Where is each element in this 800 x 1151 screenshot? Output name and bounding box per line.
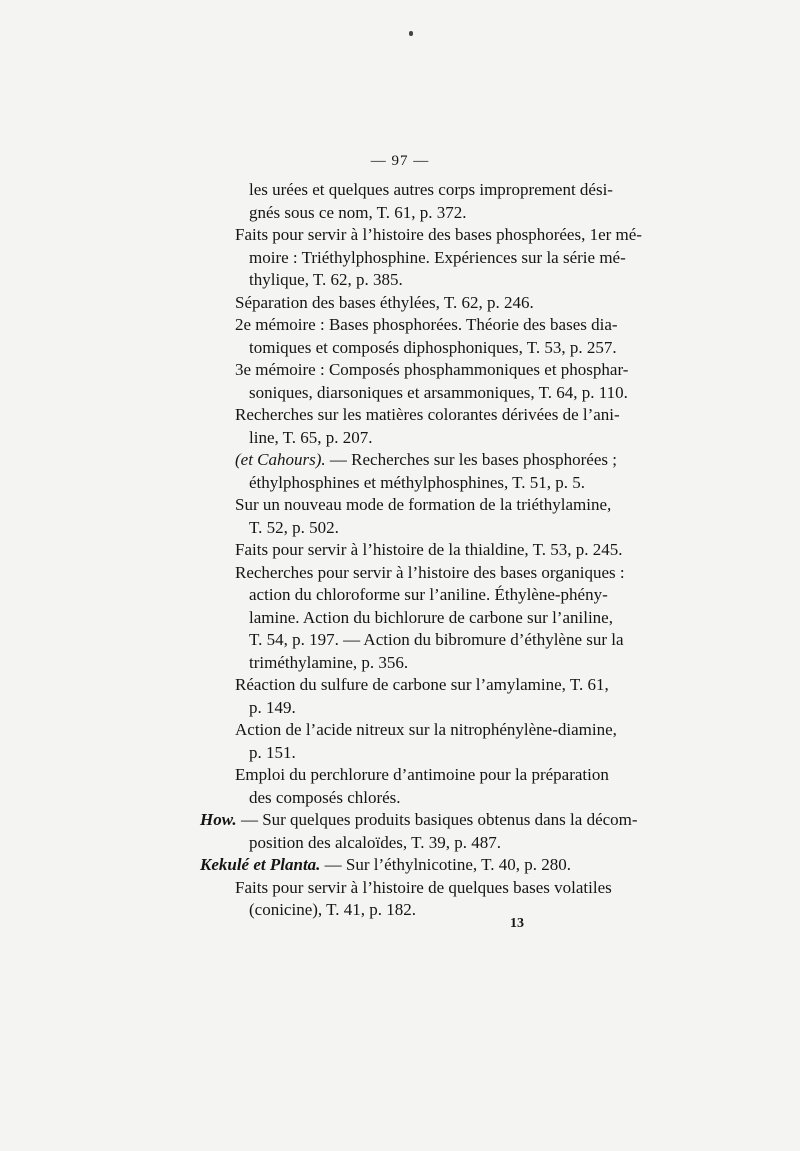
text-line: 2e mémoire : Bases phosphorées. Théorie des bases dia- [235,315,618,334]
text-line: Réaction du sulfure de carbone sur l’amylamine, T. 61, [235,675,609,694]
text-line: p. 149. [249,698,296,717]
text-line: p. 151. [249,743,296,762]
text-line: action du chloroforme sur l’aniline. Éthylène-phény- [249,585,608,604]
text-line: Kekulé et Planta. — Sur l’éthylnicotine, T. 40, p. 280. [200,855,571,874]
text-line: Faits pour servir à l’histoire des bases phosphorées, 1er mé- [235,225,642,244]
text-line: Recherches sur les matières colorantes dérivées de l’ani- [235,405,620,424]
text-line: Recherches pour servir à l’histoire des bases organiques : [235,563,625,582]
ink-dot [409,31,413,36]
text-line: T. 54, p. 197. — Action du bibromure d’éthylène sur la [249,630,624,649]
text-line: lamine. Action du bichlorure de carbone sur l’aniline, [249,608,613,627]
text-line: éthylphosphines et méthylphosphines, T. 51, p. 5. [249,473,586,492]
coauthor-name: (et Cahours). [235,450,326,469]
text-line: Sur un nouveau mode de formation de la triéthylamine, [235,495,612,514]
text-line: Action de l’acide nitreux sur la nitrophénylène-diamine, [235,720,617,739]
text-line: des composés chlorés. [249,788,401,807]
text-line: Faits pour servir à l’histoire de la thialdine, T. 53, p. 245. [235,540,623,559]
text-line: position des alcaloïdes, T. 39, p. 487. [249,833,501,852]
text-line: triméthylamine, p. 356. [249,653,409,672]
signature-mark: 13 [510,916,524,931]
text-line: gnés sous ce nom, T. 61, p. 372. [249,203,467,222]
text-line: les urées et quelques autres corps improprement dési- [249,180,613,199]
text-line: (conicine), T. 41, p. 182. [249,900,416,919]
text-line: Séparation des bases éthylées, T. 62, p. 246. [235,293,534,312]
text-line: tomiques et composés diphosphoniques, T. 53, p. 257. [249,338,617,357]
text-line: Faits pour servir à l’histoire de quelques bases volatiles [235,878,612,897]
page-number: — 97 — [370,153,430,169]
text-line: (et Cahours). — Recherches sur les bases phosphorées ; [235,450,617,469]
author-name: How. [200,810,237,829]
text-line: line, T. 65, p. 207. [249,428,373,447]
text-line: Emploi du perchlorure d’antimoine pour la préparation [235,765,609,784]
text-line: thylique, T. 62, p. 385. [249,270,403,289]
text-line: soniques, diarsoniques et arsammoniques, T. 64, p. 110. [249,383,628,402]
text-line: 3e mémoire : Composés phosphammoniques et phosphar- [235,360,629,379]
text-line: How. — Sur quelques produits basiques obtenus dans la décom- [200,810,638,829]
text-line: T. 52, p. 502. [249,518,339,537]
author-name: Kekulé et Planta. [200,855,321,874]
text-line: moire : Triéthylphosphine. Expériences sur la série mé- [249,248,626,267]
